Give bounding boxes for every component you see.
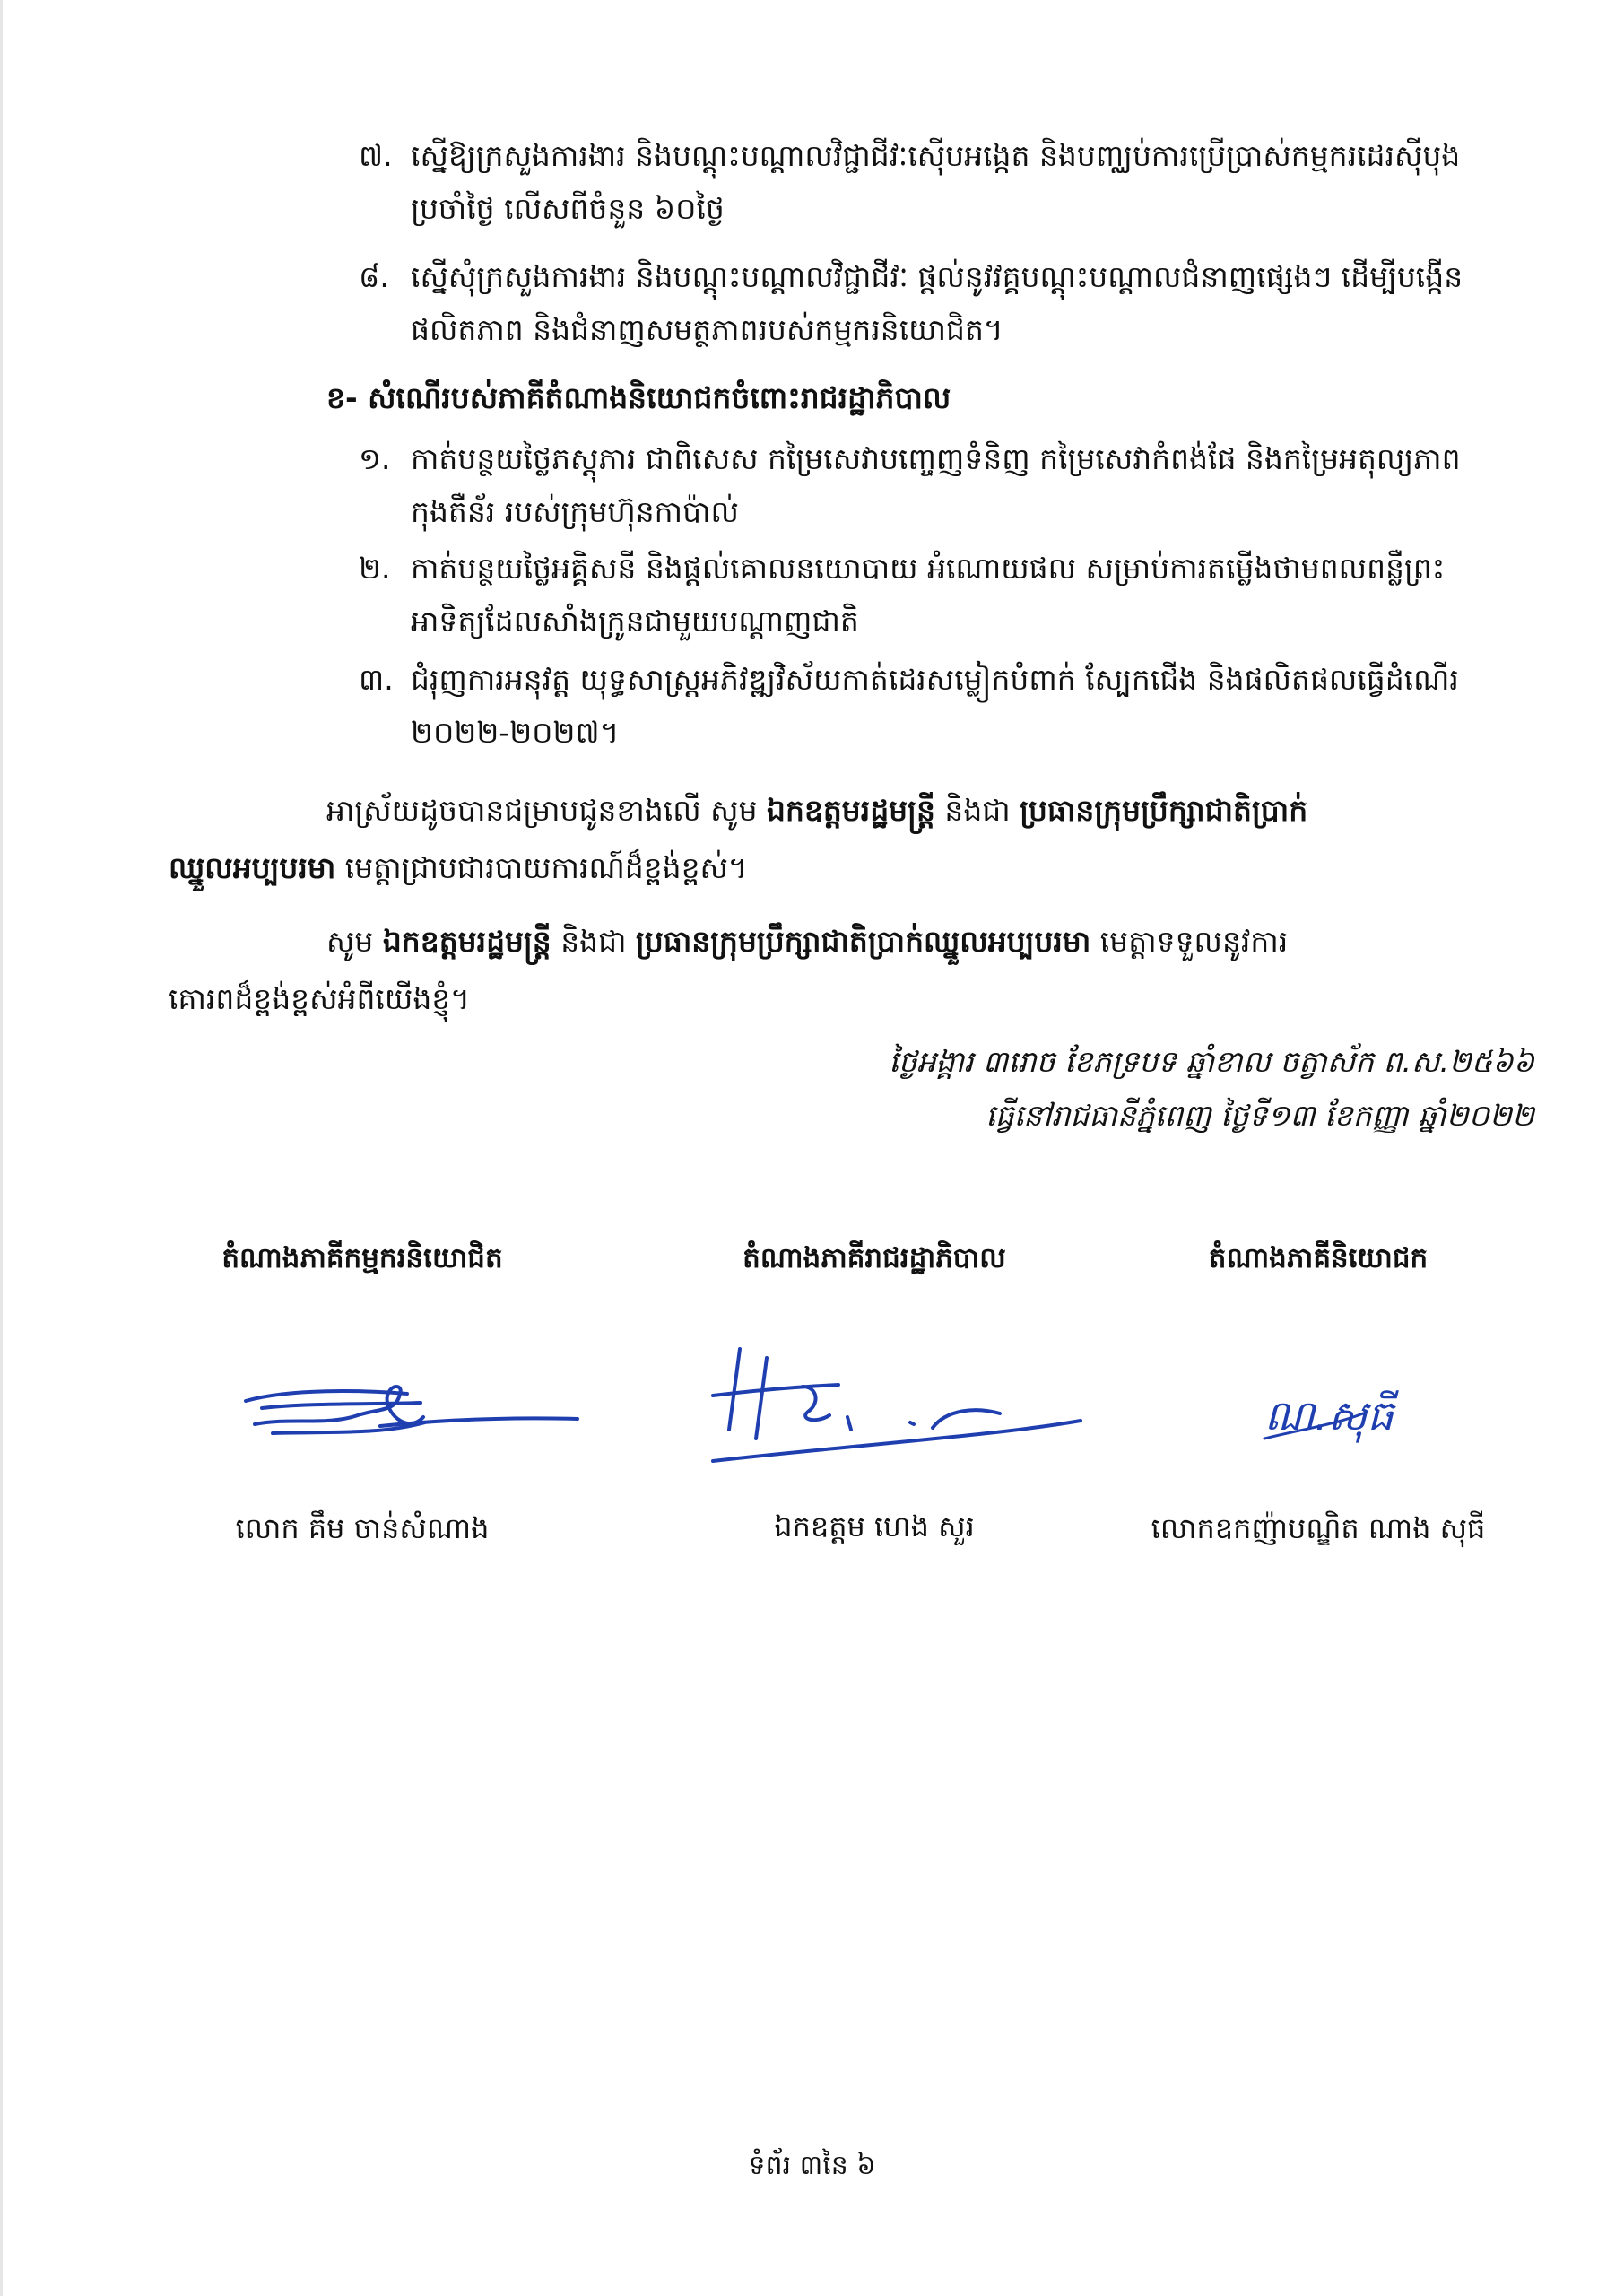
signature-image	[111, 1349, 613, 1457]
item-number: ៧.	[359, 138, 393, 173]
addressee-title: ឯកឧត្តមរដ្ឋមន្ត្រី	[767, 793, 935, 828]
signatory-name: ឯកឧត្តម ហេង សួរ	[774, 1509, 975, 1544]
signature-image	[1067, 1331, 1569, 1474]
signature-image	[623, 1331, 1125, 1474]
item-text-line1: កាត់បន្ថយថ្លៃភស្តុភារ ជាពិសេស កម្រៃសេវាបញ្ចេញទំនិញ កម្រៃសេវាកំពង់ផែ និងកម្រៃអតុល្យភាព	[411, 441, 1461, 476]
text-run: គោរពដ៏ខ្ពង់ខ្ពស់អំពីយើងខ្ញុំ។	[169, 981, 470, 1016]
scan-edge	[0, 0, 3, 2296]
signature-block-workers	[111, 1241, 613, 1582]
closing-paragraph-1-line1	[326, 789, 1307, 832]
text-run: និងជា	[551, 924, 637, 959]
item-text-line1: កាត់បន្ថយថ្លៃអគ្គិសនី និងផ្តល់គោលនយោបាយ អំណោយផល សម្រាប់ការតម្លើងថាមពលពន្លឺព្រះ	[411, 551, 1446, 586]
signatory-title: តំណាងភាគីរាជរដ្ឋាភិបាល	[743, 1242, 1006, 1274]
signatory-name: លោក គឹម ចាន់សំណាង	[235, 1511, 490, 1545]
item-number: ១.	[359, 441, 391, 476]
page-number: ទំព័រ ៣នៃ ៦	[748, 2150, 876, 2181]
item-text-line2: ប្រចាំថ្ងៃ លើសពីចំនួន ៦០ថ្ងៃ	[411, 191, 725, 226]
item-text-line2: កុងតឺន័រ របស់ក្រុមហ៊ុនកាប៉ាល់	[411, 494, 739, 529]
item-number: ២.	[359, 551, 391, 586]
item-text-line1: ជំរុញការអនុវត្ត យុទ្ធសាស្ត្រអភិវឌ្ឍវិស័យកាត់ដេរសម្លៀកបំពាក់ ស្បែកជើង និងផលិតផលធ្វើដំណើរ	[411, 662, 1459, 697]
council-title-cont: ឈ្នួលអប្បបរមា	[169, 850, 336, 885]
solar-date: ធ្វើនៅរាជធានីភ្នំពេញ ថ្ងៃទី១៣ ខែកញ្ញា ឆ្នាំ២០២២	[986, 1098, 1534, 1133]
signature-block-government	[623, 1241, 1125, 1582]
item-number: ៨.	[359, 259, 389, 294]
item-text-line1: ស្នើឱ្យក្រសួងការងារ និងបណ្តុះបណ្តាលវិជ្ជាជីវៈស៊ើបអង្កេត និងបញ្ឈប់ការប្រើប្រាស់កម្មករដេរស៊ីបុង	[411, 138, 1461, 173]
item-text-line1: ស្នើសុំក្រសួងការងារ និងបណ្តុះបណ្តាលវិជ្ជាជីវៈ ផ្តល់នូវវគ្គបណ្តុះបណ្តាលជំនាញផ្សេងៗ ដើម្បីបង្កើន	[411, 259, 1463, 294]
text-run: សូម	[326, 924, 383, 959]
council-title: ប្រធានក្រុមប្រឹក្សាជាតិប្រាក់ឈ្នួលអប្បបរមា	[636, 924, 1091, 959]
closing-paragraph-1-line2	[169, 847, 748, 890]
signatory-name: លោកឧកញ៉ាបណ្ឌិត ណាង សុធី	[1151, 1511, 1486, 1545]
text-run: មេត្តាទទួលនូវការ	[1090, 924, 1289, 959]
signature-text: ណ.សុធី	[1264, 1391, 1394, 1439]
section-heading: ខ- សំណើរបស់ភាគីតំណាងនិយោជកចំពោះរាជរដ្ឋាភិបាល	[326, 380, 951, 415]
closing-paragraph-2-line2	[169, 978, 470, 1021]
item-text-line2: អាទិត្យដែលសាំងក្រូនជាមួយបណ្តាញជាតិ	[411, 604, 859, 639]
text-run: អាស្រ័យដូចបានជម្រាបជូនខាងលើ សូម	[326, 793, 768, 828]
item-text-line2: ២០២២-២០២៧។	[411, 715, 620, 750]
signatory-title: តំណាងភាគីនិយោជក	[1208, 1242, 1429, 1274]
item-number: ៣.	[359, 662, 394, 697]
item-text-line2: ផលិតភាព និងជំនាញសមត្ថភាពរបស់កម្មករនិយោជិត។	[411, 312, 1003, 347]
signature-block-employers	[1067, 1241, 1569, 1582]
closing-paragraph-2-line1	[326, 920, 1288, 963]
council-title: ប្រធានក្រុមប្រឹក្សាជាតិប្រាក់	[1020, 793, 1308, 828]
signatory-title: តំណាងភាគីកម្មករនិយោជិត	[221, 1242, 503, 1274]
text-run: និងជា	[934, 793, 1020, 828]
text-run: មេត្តាជ្រាបជារបាយការណ៍ដ៏ខ្ពង់ខ្ពស់។	[335, 850, 748, 885]
addressee-title: ឯកឧត្តមរដ្ឋមន្ត្រី	[382, 924, 551, 959]
lunar-date: ថ្ងៃអង្គារ ៣រោច ខែភទ្របទ ឆ្នាំខាល ចត្វាស័ក ព.ស.២៥៦៦	[889, 1044, 1534, 1079]
